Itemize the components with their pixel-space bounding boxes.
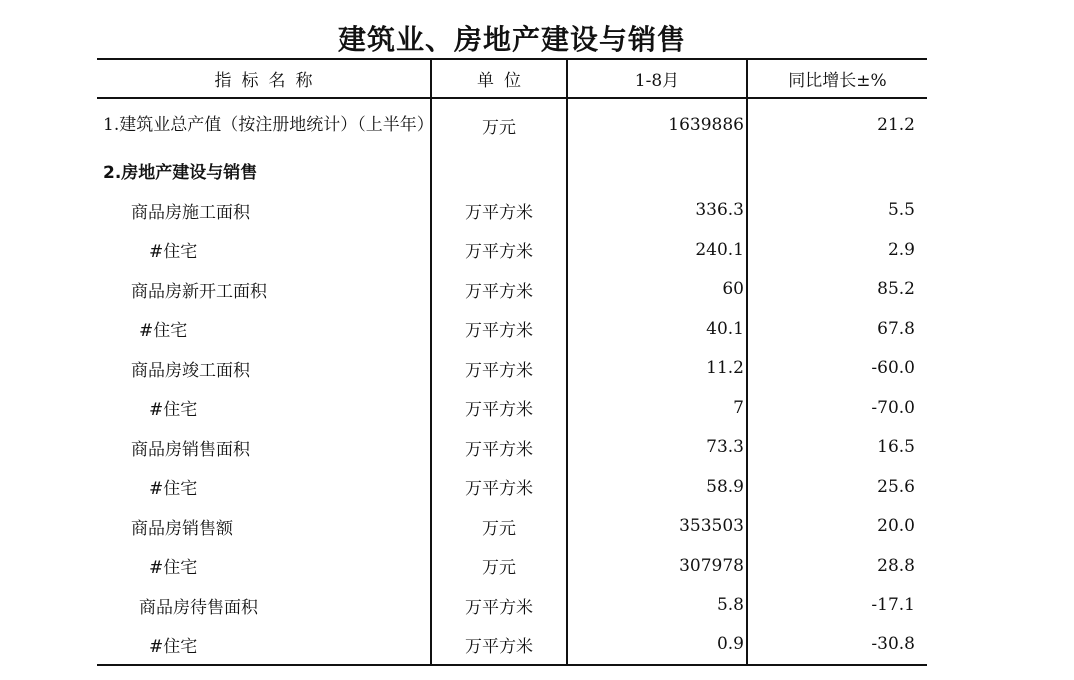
row-name: #住宅 [149, 558, 198, 579]
row-value: 0.9 [567, 625, 747, 665]
row-name: 商品房新开工面积 [131, 281, 267, 302]
row-yoy: 21.2 [747, 98, 927, 151]
header-yoy: 同比增长±% [747, 59, 927, 98]
row-yoy: -60.0 [747, 349, 927, 389]
row-name: #住宅 [97, 625, 431, 665]
row-value: 11.2 [567, 349, 747, 389]
table-row [97, 586, 927, 626]
row-name: 2.房地产建设与销售 [103, 163, 258, 184]
row-name-text: 1.建筑业总产值（按注册地统计）（上半年） [103, 115, 434, 135]
row-unit: 万平方米 [431, 230, 567, 270]
row-value: 73.3 [567, 428, 747, 468]
row-unit: 万平方米 [431, 586, 567, 626]
table-row [97, 388, 927, 428]
row-name: 商品房销售面积 [131, 439, 250, 460]
table-row [97, 507, 927, 547]
row-yoy: -70.0 [747, 388, 927, 428]
row-name: #住宅 [149, 400, 198, 421]
row-name: #住宅 [149, 479, 198, 500]
table-row [97, 467, 927, 507]
row-unit: 万平方米 [431, 388, 567, 428]
row-value: 5.8 [567, 586, 747, 626]
row-yoy: 2.9 [747, 230, 927, 270]
row-unit: 万平方米 [431, 270, 567, 310]
row-value: 353503 [567, 507, 747, 547]
table-row [97, 546, 927, 586]
row-unit: 万平方米 [431, 428, 567, 468]
row-yoy: -30.8 [747, 625, 927, 665]
row-unit: 万元 [431, 98, 567, 151]
row-unit: 万平方米 [431, 625, 567, 665]
row-yoy: 20.0 [747, 507, 927, 547]
row-name: #住宅 [149, 242, 198, 263]
row-yoy: 28.8 [747, 546, 927, 586]
table-row [97, 625, 927, 665]
row-name: 商品房竣工面积 [131, 360, 250, 381]
row-value: 7 [567, 388, 747, 428]
row-unit [431, 151, 567, 191]
page-title: 建筑业、房地产建设与销售 [337, 23, 686, 56]
row-value: 1639886 [567, 98, 747, 151]
row-yoy [747, 151, 927, 191]
table-row [97, 151, 927, 191]
header-period: 1-8月 [567, 59, 747, 98]
row-unit: 万元 [431, 507, 567, 547]
row-yoy: 85.2 [747, 270, 927, 310]
row-name: 商品房销售额 [131, 518, 233, 539]
table-row [97, 270, 927, 310]
row-name: #住宅 [139, 321, 188, 342]
row-value: 40.1 [567, 309, 747, 349]
row-value: 60 [567, 270, 747, 310]
row-unit: 万平方米 [431, 467, 567, 507]
row-unit: 万平方米 [431, 349, 567, 389]
row-yoy: -17.1 [747, 586, 927, 626]
table-row [97, 230, 927, 270]
row-value: 58.9 [567, 467, 747, 507]
row-unit: 万平方米 [431, 309, 567, 349]
row-value [567, 151, 747, 191]
header-unit: 单位 [431, 59, 567, 98]
table-header-row [97, 59, 927, 98]
table-row [97, 349, 927, 389]
stats-table [97, 58, 927, 666]
row-yoy: 25.6 [747, 467, 927, 507]
row-unit: 万元 [431, 546, 567, 586]
row-value: 307978 [567, 546, 747, 586]
table-row [97, 98, 927, 151]
row-name [97, 98, 434, 151]
row-value: 240.1 [567, 230, 747, 270]
table-row [97, 428, 927, 468]
table-row [97, 191, 927, 231]
row-yoy: 16.5 [747, 428, 927, 468]
table-row [97, 309, 927, 349]
row-value: 336.3 [567, 191, 747, 231]
header-indicator: 指标名称 [97, 59, 431, 98]
row-yoy: 67.8 [747, 309, 927, 349]
row-yoy: 5.5 [747, 191, 927, 231]
row-name: 商品房待售面积 [139, 597, 258, 618]
row-unit: 万平方米 [431, 191, 567, 231]
row-name: 商品房施工面积 [131, 202, 250, 223]
